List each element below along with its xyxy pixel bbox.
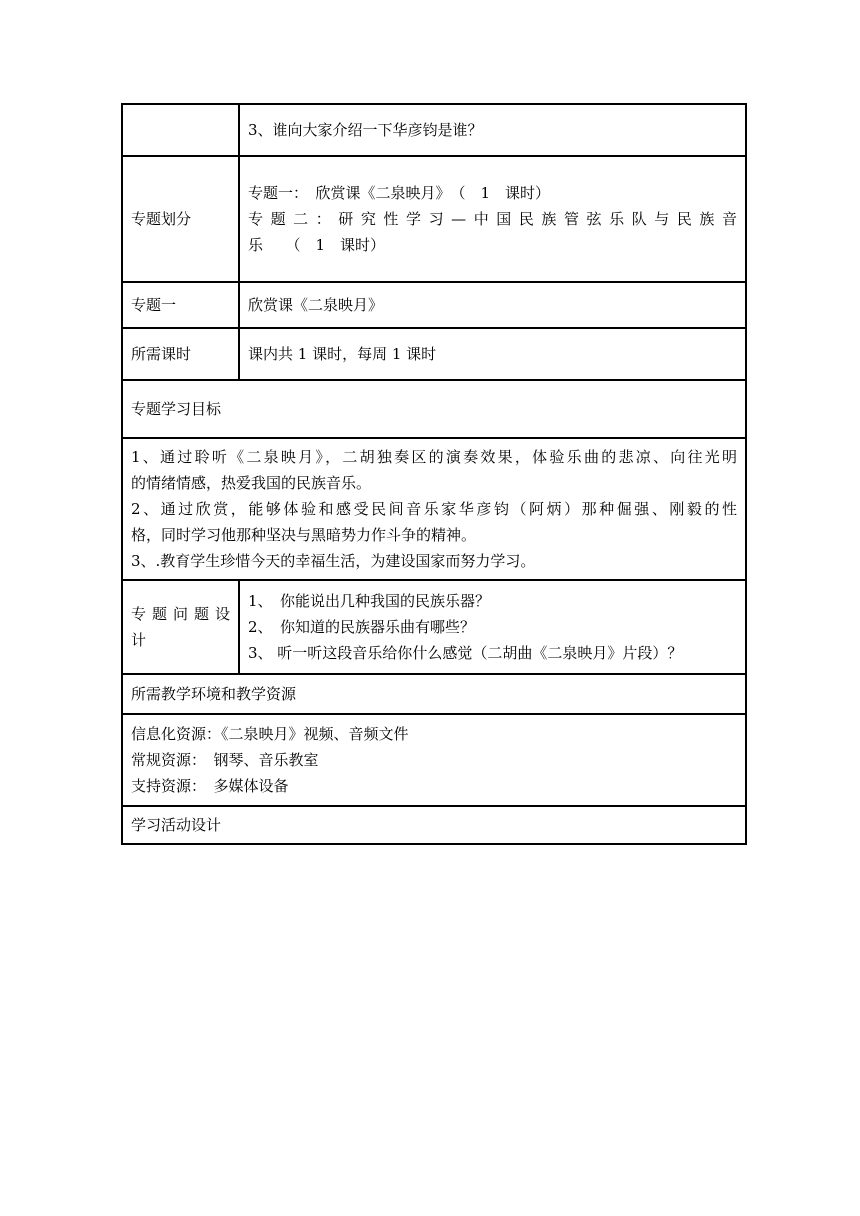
goal-line-5: 3、.教育学生珍惜今天的幸福生活，为建设国家而努力学习。 — [131, 552, 536, 570]
table-row — [122, 156, 746, 282]
topic-one-label: 专题一 — [122, 282, 239, 328]
goal-line-4: 格，同时学习他那种坚决与黑暗势力作斗争的精神。 — [131, 526, 477, 544]
questions-label — [122, 580, 239, 674]
table-row — [122, 714, 746, 806]
topic-division-value — [239, 156, 746, 282]
table-row — [122, 806, 746, 844]
intro-question-cell: 3、谁向大家介绍一下华彦钧是谁？ — [239, 104, 746, 156]
table-row — [122, 104, 746, 156]
goal-line-1: 1、通过聆听《二泉映月》，二胡独奏区的演奏效果，体验乐曲的悲凉、向往光明 — [131, 448, 737, 466]
empty-label-cell — [122, 104, 239, 156]
questions-content — [239, 580, 746, 674]
topic-division-label: 专题划分 — [122, 156, 239, 282]
table-row — [122, 380, 746, 438]
hours-label: 所需课时 — [122, 328, 239, 380]
resource-line-1: 信息化资源：《二泉映月》视频、音频文件 — [131, 725, 409, 743]
question-3: 3、 听一听这段音乐给你什么感觉（二胡曲《二泉映月》片段）？ — [248, 644, 683, 662]
table-row — [122, 328, 746, 380]
goal-line-3: 2、通过欣赏，能够体验和感受民间音乐家华彦钧（阿炳）那种倔强、刚毅的性 — [131, 500, 737, 518]
topic-one-value: 欣赏课《二泉映月》 — [239, 282, 746, 328]
topic-division-line-2: 专题二：研究性学习—中国民族管弦乐队与民族音 — [248, 210, 737, 228]
question-2: 2、 你知道的民族器乐曲有哪些？ — [248, 618, 476, 636]
goals-content — [122, 438, 746, 580]
goal-line-2: 的情绪情感，热爱我国的民族音乐。 — [131, 474, 372, 492]
topic-division-line-3: 乐 （ 1 课时） — [248, 236, 386, 254]
resources-content — [122, 714, 746, 806]
resource-line-2: 常规资源： 钢琴、音乐教室 — [131, 751, 319, 769]
resource-line-3: 支持资源： 多媒体设备 — [131, 777, 289, 795]
questions-label-line-2: 计 — [131, 631, 147, 649]
goals-header: 专题学习目标 — [122, 380, 746, 438]
table-row — [122, 674, 746, 714]
environment-header: 所需教学环境和教学资源 — [122, 674, 746, 714]
hours-value: 课内共 1 课时，每周 1 课时 — [239, 328, 746, 380]
table-row — [122, 438, 746, 580]
topic-division-line-1: 专题一： 欣赏课《二泉映月》 （ 1 课时） — [248, 184, 551, 202]
question-1: 1、 你能说出几种我国的民族乐器？ — [248, 592, 491, 610]
activity-header: 学习活动设计 — [122, 806, 746, 844]
lesson-plan-table — [121, 103, 747, 845]
table-row — [122, 580, 746, 674]
questions-label-line-1: 专题问题设 — [131, 605, 230, 623]
table-row — [122, 282, 746, 328]
